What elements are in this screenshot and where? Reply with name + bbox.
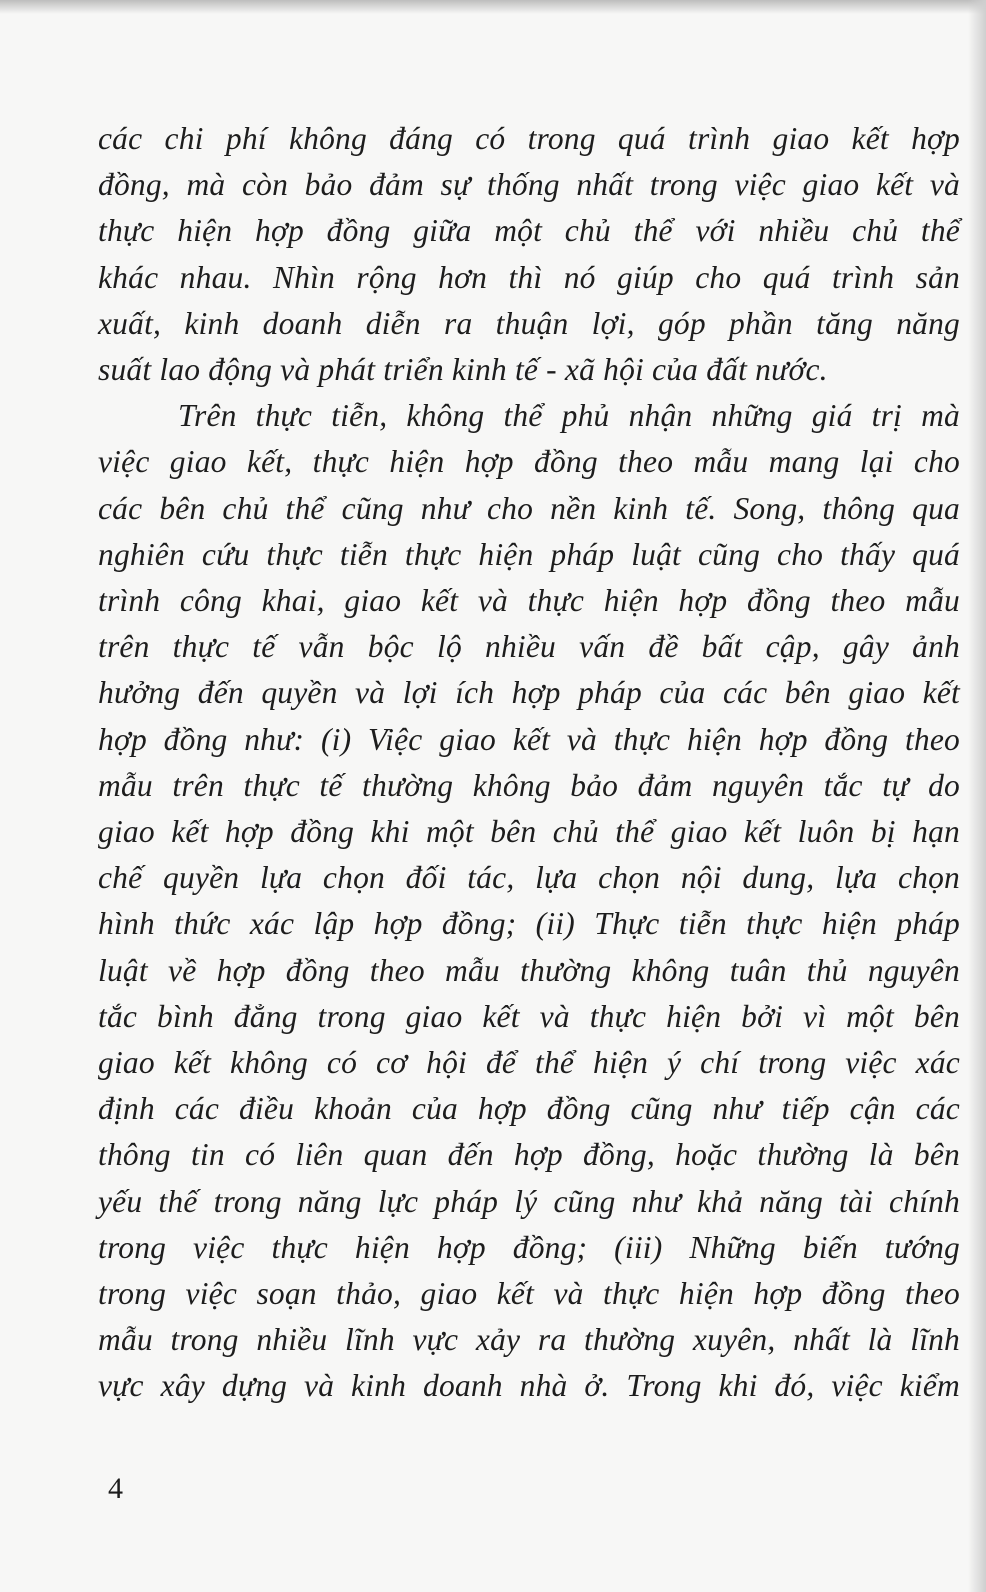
text-line: giao kết không có cơ hội để thể hiện ý chí trong việc xác xyxy=(98,1045,960,1081)
body-text xyxy=(98,116,960,1410)
text-line: vực xây dựng và kinh doanh nhà ở. Trong khi đó, việc kiểm xyxy=(98,1368,960,1404)
text-line: định các điều khoản của hợp đồng cũng như tiếp cận các xyxy=(98,1091,960,1127)
scan-shadow-right xyxy=(968,0,986,1592)
text-line: thực hiện hợp đồng giữa một chủ thể với nhiều chủ thể xyxy=(98,213,960,249)
text-line: các chi phí không đáng có trong quá trình giao kết hợp xyxy=(98,121,960,156)
text-line: suất lao động và phát triển kinh tế - xã hội của đất nước. xyxy=(98,352,828,388)
text-line: luật về hợp đồng theo mẫu thường không tuân thủ nguyên xyxy=(98,952,960,988)
text-line: thông tin có liên quan đến hợp đồng, hoặc thường là bên xyxy=(98,1137,960,1173)
text-line: trình công khai, giao kết và thực hiện hợp đồng theo mẫu xyxy=(98,583,960,619)
text-line: mẫu trên thực tế thường không bảo đảm nguyên tắc tự do xyxy=(98,767,960,803)
page-number: 4 xyxy=(108,1472,123,1505)
text-line: xuất, kinh doanh diễn ra thuận lợi, góp phần tăng năng xyxy=(98,305,960,341)
text-line: trong việc thực hiện hợp đồng; (iii) Những biến tướng xyxy=(98,1229,960,1265)
text-line: trên thực tế vẫn bộc lộ nhiều vấn đề bất cập, gây ảnh xyxy=(98,629,960,665)
text-line: tắc bình đẳng trong giao kết và thực hiện bởi vì một bên xyxy=(98,998,960,1034)
text-line: khác nhau. Nhìn rộng hơn thì nó giúp cho quá trình sản xyxy=(98,259,960,295)
text-line: hợp đồng như: (i) Việc giao kết và thực hiện hợp đồng theo xyxy=(98,721,960,757)
text-line: Trên thực tiễn, không thể phủ nhận những giá trị mà xyxy=(178,398,960,434)
text-line: giao kết hợp đồng khi một bên chủ thể giao kết luôn bị hạn xyxy=(98,814,960,850)
text-line: việc giao kết, thực hiện hợp đồng theo mẫu mang lại cho xyxy=(98,444,960,480)
text-line: hưởng đến quyền và lợi ích hợp pháp của các bên giao kết xyxy=(98,675,960,711)
text-line: mẫu trong nhiều lĩnh vực xảy ra thường xuyên, nhất là lĩnh xyxy=(98,1322,960,1358)
text-line: hình thức xác lập hợp đồng; (ii) Thực tiễn thực hiện pháp xyxy=(98,906,960,942)
text-line: chế quyền lựa chọn đối tác, lựa chọn nội dung, lựa chọn xyxy=(98,860,960,896)
text-line: các bên chủ thể cũng như cho nền kinh tế. Song, thông qua xyxy=(98,490,960,526)
text-line: trong việc soạn thảo, giao kết và thực hiện hợp đồng theo xyxy=(98,1276,960,1312)
text-line: đồng, mà còn bảo đảm sự thống nhất trong việc giao kết và xyxy=(98,167,960,203)
scan-shadow-top xyxy=(0,0,986,14)
text-line: nghiên cứu thực tiễn thực hiện pháp luật cũng cho thấy quá xyxy=(98,536,960,572)
text-line: yếu thế trong năng lực pháp lý cũng như khả năng tài chính xyxy=(98,1183,960,1219)
